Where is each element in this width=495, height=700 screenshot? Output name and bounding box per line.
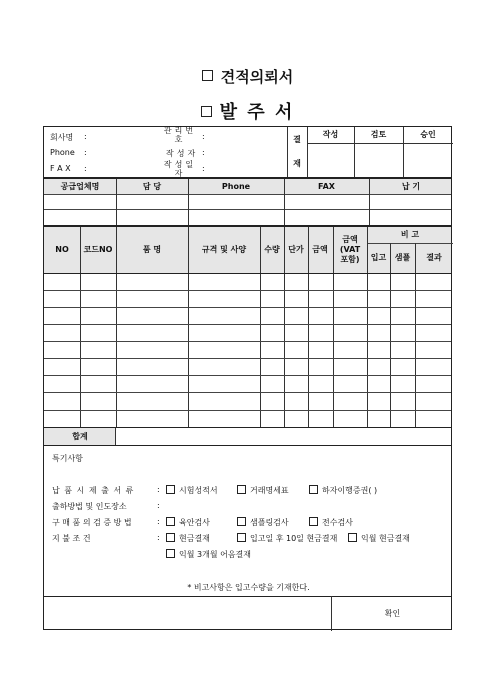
supplier-header-delivery: 납 기 xyxy=(401,181,421,191)
colon: : xyxy=(84,132,87,141)
doc-option-test-report[interactable]: 시험성적서 xyxy=(166,485,218,496)
item-header-amount-vat: 금액 (VAT 포함) xyxy=(339,235,361,264)
approval-col-approved: 승인 xyxy=(420,130,436,139)
supplier-header-phone: Phone xyxy=(221,181,251,191)
doc-option-warranty-bond[interactable]: 하자이행증권( ) xyxy=(309,485,377,496)
payment-terms-label: 지 불 조 건 xyxy=(52,534,91,543)
checkbox-icon[interactable] xyxy=(202,70,213,81)
checkbox-icon[interactable] xyxy=(201,106,212,117)
approval-col-written: 작성 xyxy=(322,130,339,139)
inspection-option-visual[interactable]: 육안검사 xyxy=(166,517,210,528)
item-header-remark: 비 고 xyxy=(400,230,420,239)
checkbox-icon[interactable] xyxy=(166,549,175,558)
doc-option-statement[interactable]: 거래명세표 xyxy=(237,485,289,496)
checkbox-icon[interactable] xyxy=(237,485,246,494)
item-header-unit-price: 단가 xyxy=(288,245,304,254)
item-header-code: 코드NO xyxy=(83,245,113,254)
checkbox-icon[interactable] xyxy=(237,533,246,542)
checkbox-icon[interactable] xyxy=(166,485,175,494)
colon: : xyxy=(84,148,87,157)
checkbox-icon[interactable] xyxy=(309,485,318,494)
supplier-header-fax: FAX xyxy=(318,181,335,191)
document-title-purchase-order: 발 주 서 xyxy=(0,98,495,124)
checkbox-icon[interactable] xyxy=(237,517,246,526)
writer-label: 작성자 xyxy=(166,149,199,158)
checkbox-icon[interactable] xyxy=(348,533,357,542)
footnote: * 비고사항은 입고수량을 기재한다. xyxy=(187,583,310,592)
approval-label-1: 결 xyxy=(293,135,301,144)
total-value-field[interactable] xyxy=(117,428,453,445)
item-header-qty: 수량 xyxy=(264,245,280,254)
item-header-remark-result: 결과 xyxy=(426,253,442,262)
item-header-spec: 규격 및 사양 xyxy=(201,245,247,254)
colon: : xyxy=(157,533,160,542)
shipping-method-label: 출하방법 및 인도장소 xyxy=(52,502,127,511)
checkbox-icon[interactable] xyxy=(166,517,175,526)
payment-option-cash-next-month[interactable]: 익월 현금결재 xyxy=(348,533,410,544)
item-header-amount: 금액 xyxy=(312,245,328,254)
total-label: 합계 xyxy=(72,431,88,441)
colon: : xyxy=(157,517,160,526)
approval-sign-reviewed[interactable] xyxy=(354,144,403,176)
approval-sign-approved[interactable] xyxy=(403,144,453,176)
document-title-quote-request: 견적의뢰서 xyxy=(0,66,495,87)
payment-option-bill-3months[interactable]: 익월 3개월 어음결재 xyxy=(166,549,251,560)
inspection-option-full[interactable]: 전수검사 xyxy=(309,517,353,528)
item-header-name: 품 명 xyxy=(142,245,162,254)
inspection-option-sampling[interactable]: 샘플링검사 xyxy=(237,517,289,528)
payment-option-cash-10days[interactable]: 입고일 후 10일 현금결재 xyxy=(237,533,337,544)
date-label: 작성일자 xyxy=(163,160,197,178)
order-form-sheet xyxy=(43,126,452,630)
colon: : xyxy=(157,485,160,494)
company-name-label: 회사명 xyxy=(50,133,74,142)
approval-sign-written[interactable] xyxy=(307,144,354,176)
item-header-remark-receipt: 입고 xyxy=(370,253,387,262)
checkbox-icon[interactable] xyxy=(166,533,175,542)
special-notes-label: 특기사항 xyxy=(52,454,83,463)
confirm-label: 확인 xyxy=(384,609,401,618)
colon: : xyxy=(202,164,205,173)
confirm-notes-field[interactable] xyxy=(44,597,331,631)
colon: : xyxy=(84,164,87,173)
supplier-header-name: 공급업체명 xyxy=(60,181,100,191)
item-header-no: NO xyxy=(55,245,69,254)
payment-option-cash[interactable]: 현금결재 xyxy=(166,533,210,544)
colon: : xyxy=(202,132,205,141)
fax-label: F A X xyxy=(50,164,71,173)
approval-col-reviewed: 검토 xyxy=(370,130,387,139)
inspection-method-label: 구 매 품 의 검 증 방 법 xyxy=(52,518,132,527)
management-number-label: 관리번호 xyxy=(163,126,197,144)
item-header-remark-sample: 샘플 xyxy=(394,253,411,262)
colon: : xyxy=(202,148,205,157)
supplier-header-contact: 담 당 xyxy=(142,181,162,191)
phone-label: Phone xyxy=(50,148,75,157)
submission-docs-label: 납 품 시 제 출 서 류 xyxy=(52,486,135,495)
approval-label-2: 재 xyxy=(293,159,301,168)
colon: : xyxy=(157,501,160,510)
checkbox-icon[interactable] xyxy=(309,517,318,526)
